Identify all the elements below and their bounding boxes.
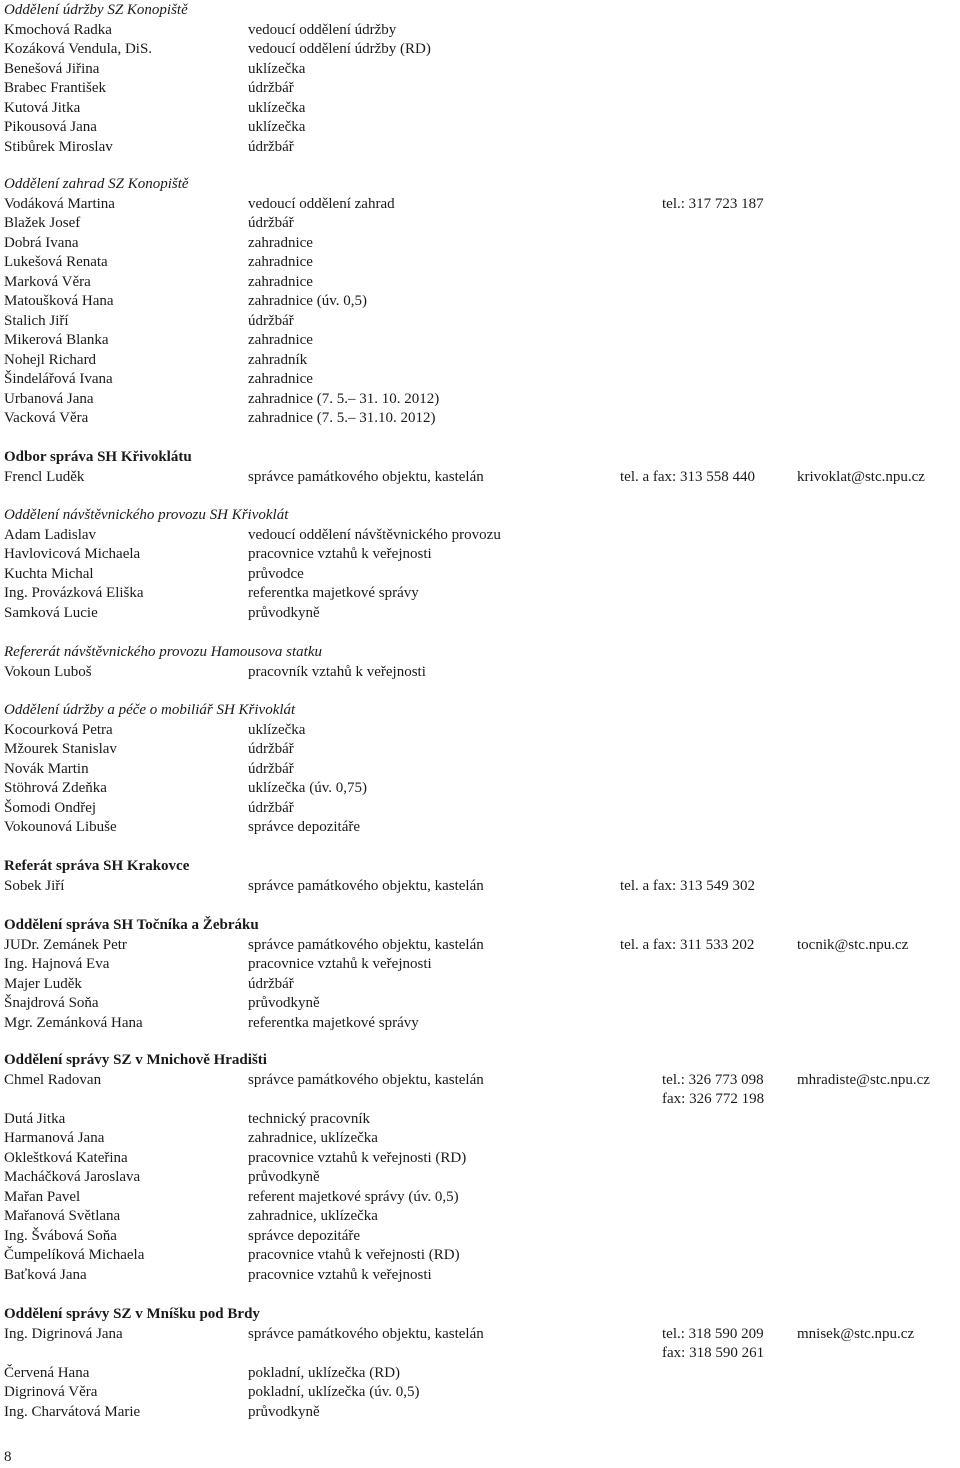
- section: [4, 1051, 960, 1285]
- section: [4, 701, 960, 838]
- staff-name: Šindelářová Ivana: [4, 371, 113, 387]
- staff-row: [4, 955, 960, 975]
- staff-role: správce památkového objektu, kastelán: [248, 468, 484, 485]
- staff-role: správce památkového objektu, kastelán: [248, 936, 484, 953]
- section: [4, 506, 960, 623]
- staff-name: Dobrá Ivana: [4, 234, 79, 251]
- staff-role: pracovnice vztahů k veřejnosti: [248, 1266, 432, 1283]
- staff-name: Mařan Pavel: [4, 1188, 81, 1205]
- staff-row: [4, 936, 960, 956]
- staff-row: [4, 1014, 960, 1034]
- staff-row: [4, 312, 960, 332]
- staff-row: [4, 526, 960, 546]
- staff-role: údržbář: [248, 138, 294, 155]
- section: [4, 857, 960, 896]
- section-title: Oddělení údržby a péče o mobiliář SH Křivoklát: [4, 702, 296, 718]
- staff-name: Urbanová Jana: [4, 390, 94, 407]
- page-number: 8: [4, 1449, 12, 1465]
- staff-role: zahradnice, uklízečka: [248, 1130, 378, 1146]
- staff-row: [4, 234, 960, 254]
- staff-row: [4, 994, 960, 1014]
- staff-role: údržbář: [248, 741, 294, 757]
- staff-phone: tel. a fax: 313 549 302: [620, 877, 755, 894]
- staff-phone: tel. a fax: 311 533 202: [620, 936, 755, 953]
- staff-role: údržbář: [248, 799, 294, 816]
- staff-role: průvodkyně: [248, 604, 320, 621]
- staff-row: [4, 273, 960, 293]
- staff-fax: fax: 318 590 261: [662, 1345, 765, 1361]
- staff-role: údržbář: [248, 80, 294, 96]
- staff-role: průvodce: [248, 565, 304, 582]
- section: [4, 1, 960, 157]
- staff-row: [4, 118, 960, 138]
- section-title: Oddělení správy SZ v Mnichově Hradišti: [4, 1052, 267, 1068]
- staff-name: Brabec František: [4, 80, 107, 96]
- staff-role: vedoucí oddělení údržby (RD): [248, 41, 431, 57]
- staff-row: [4, 1227, 960, 1247]
- staff-name: JUDr. Zemánek Petr: [4, 936, 127, 953]
- staff-row: [4, 1129, 960, 1149]
- staff-name: Šomodi Ondřej: [4, 799, 97, 816]
- staff-role: referentka majetkové správy: [248, 1014, 419, 1031]
- staff-row: [4, 1403, 960, 1423]
- staff-name: Adam Ladislav: [4, 526, 97, 543]
- staff-name: Ing. Provázková Eliška: [4, 585, 144, 601]
- staff-name: Frencl Luděk: [4, 468, 85, 485]
- staff-row: [4, 565, 960, 585]
- staff-name: Okleštková Kateřina: [4, 1149, 128, 1166]
- staff-name: Majer Luděk: [4, 975, 82, 992]
- staff-row: [4, 1364, 960, 1384]
- staff-row: [4, 40, 960, 60]
- staff-role: uklízečka: [248, 99, 306, 116]
- staff-role: uklízečka: [248, 60, 306, 77]
- staff-row: [4, 292, 960, 312]
- staff-role: zahradnice: [248, 371, 313, 387]
- staff-role: údržbář: [248, 760, 294, 777]
- staff-role: pracovnice vztahů k veřejnosti (RD): [248, 1149, 467, 1166]
- staff-name: Chmel Radovan: [4, 1071, 102, 1088]
- staff-role: pracovnice vtahů k veřejnosti (RD): [248, 1247, 460, 1263]
- staff-row-fax: [4, 1344, 960, 1364]
- staff-role: zahradník: [248, 351, 308, 368]
- staff-role: zahradnice: [248, 234, 313, 251]
- staff-phone: tel.: 326 773 098: [662, 1071, 764, 1088]
- staff-name: Mžourek Stanislav: [4, 741, 117, 757]
- staff-role: zahradnice: [248, 254, 313, 270]
- staff-name: Mikerová Blanka: [4, 332, 109, 348]
- staff-role: uklízečka (úv. 0,75): [248, 780, 367, 796]
- staff-row: [4, 799, 960, 819]
- staff-name: Kmochová Radka: [4, 21, 112, 38]
- staff-row: [4, 1110, 960, 1130]
- section: [4, 916, 960, 1033]
- staff-row: [4, 1188, 960, 1208]
- staff-name: Lukešová Renata: [4, 254, 108, 270]
- staff-name: Blažek Josef: [4, 215, 81, 231]
- staff-role: průvodkyně: [248, 1169, 320, 1185]
- section: [4, 448, 960, 487]
- staff-email: tocnik@stc.npu.cz: [797, 936, 909, 953]
- staff-row: [4, 79, 960, 99]
- staff-role: vedoucí oddělení návštěvnického provozu: [248, 526, 501, 543]
- staff-role: zahradnice (úv. 0,5): [248, 293, 367, 309]
- staff-row: [4, 138, 960, 158]
- staff-role: vedoucí oddělení zahrad: [248, 195, 395, 212]
- staff-name: Novák Martin: [4, 760, 89, 777]
- staff-role: vedoucí oddělení údržby: [248, 21, 397, 38]
- staff-row: [4, 1325, 960, 1345]
- staff-role: pracovník vztahů k veřejnosti: [248, 663, 426, 680]
- staff-name: Havlovicová Michaela: [4, 546, 141, 562]
- section-title: Referát správa SH Krakovce: [4, 858, 190, 874]
- staff-email: mnisek@stc.npu.cz: [797, 1325, 915, 1342]
- staff-role: průvodkyně: [248, 1403, 320, 1420]
- staff-name: Matoušková Hana: [4, 293, 114, 309]
- staff-role: pracovnice vztahů k veřejnosti: [248, 956, 432, 972]
- staff-row: [4, 779, 960, 799]
- staff-row: [4, 99, 960, 119]
- staff-row: [4, 721, 960, 741]
- staff-role: údržbář: [248, 215, 294, 231]
- staff-role: zahradnice (7. 5.– 31.10. 2012): [248, 410, 436, 426]
- staff-row: [4, 214, 960, 234]
- staff-role: správce depozitáře: [248, 1227, 361, 1244]
- staff-role: zahradnice: [248, 273, 313, 290]
- staff-email: krivoklat@stc.npu.cz: [797, 468, 925, 485]
- staff-name: Kozáková Vendula, DiS.: [4, 41, 153, 57]
- staff-role: zahradnice: [248, 332, 313, 348]
- staff-role: technický pracovník: [248, 1110, 371, 1127]
- staff-row: [4, 740, 960, 760]
- staff-row: [4, 1207, 960, 1227]
- section-title: Oddělení správy SZ v Mníšku pod Brdy: [4, 1306, 260, 1322]
- section-title: Odbor správa SH Křivoklátu: [4, 449, 192, 465]
- staff-name: Šnajdrová Soňa: [4, 995, 99, 1011]
- staff-name: Vacková Věra: [4, 410, 89, 426]
- staff-name: Samková Lucie: [4, 604, 98, 621]
- staff-row: [4, 253, 960, 273]
- staff-name: Nohejl Richard: [4, 351, 97, 368]
- staff-name: Baťková Jana: [4, 1266, 87, 1283]
- staff-row: [4, 584, 960, 604]
- staff-row: [4, 21, 960, 41]
- staff-row: [4, 975, 960, 995]
- staff-role: pracovnice vztahů k veřejnosti: [248, 546, 432, 562]
- staff-name: Ing. Hajnová Eva: [4, 956, 110, 972]
- staff-row: [4, 1168, 960, 1188]
- staff-phone: tel.: 317 723 187: [662, 195, 764, 212]
- staff-row: [4, 663, 960, 683]
- staff-role: referent majetkové správy (úv. 0,5): [248, 1188, 459, 1205]
- staff-row: [4, 390, 960, 410]
- section: [4, 1305, 960, 1422]
- section-title: Oddělení správa SH Točníka a Žebráku: [4, 917, 259, 933]
- section-title: Oddělení návštěvnického provozu SH Křivoklát: [4, 507, 289, 523]
- staff-name: Harmanová Jana: [4, 1130, 105, 1146]
- section-title: Oddělení údržby SZ Konopiště: [4, 2, 188, 18]
- staff-role: pokladní, uklízečka (úv. 0,5): [248, 1384, 420, 1400]
- staff-row: [4, 604, 960, 624]
- staff-name: Kuchta Michal: [4, 565, 94, 582]
- section: [4, 175, 960, 429]
- staff-role: uklízečka: [248, 119, 306, 135]
- staff-name: Ing. Charvátová Marie: [4, 1403, 141, 1420]
- staff-role: průvodkyně: [248, 995, 320, 1011]
- staff-name: Kutová Jitka: [4, 99, 81, 116]
- staff-email: mhradiste@stc.npu.cz: [797, 1071, 930, 1088]
- staff-name: Vodáková Martina: [4, 195, 115, 212]
- staff-name: Stalich Jiří: [4, 312, 69, 329]
- staff-name: Digrinová Věra: [4, 1384, 98, 1400]
- staff-row: [4, 1383, 960, 1403]
- staff-row: [4, 1071, 960, 1091]
- staff-name: Pikousová Jana: [4, 119, 97, 135]
- staff-name: Marková Věra: [4, 273, 91, 290]
- staff-row: [4, 1266, 960, 1286]
- staff-name: Vokoun Luboš: [4, 663, 92, 680]
- staff-row: [4, 331, 960, 351]
- staff-row: [4, 545, 960, 565]
- staff-row: [4, 1246, 960, 1266]
- staff-name: Vokounová Libuše: [4, 819, 117, 835]
- staff-phone: tel.: 318 590 209: [662, 1325, 764, 1342]
- staff-name: Mařanová Světlana: [4, 1208, 121, 1224]
- staff-role: správce památkového objektu, kastelán: [248, 1325, 484, 1342]
- section-title: Oddělení zahrad SZ Konopiště: [4, 176, 189, 192]
- staff-name: Ing. Digrinová Jana: [4, 1325, 123, 1342]
- staff-name: Čumpelíková Michaela: [4, 1247, 145, 1263]
- staff-name: Ing. Švábová Soňa: [4, 1227, 117, 1244]
- section: [4, 643, 960, 682]
- staff-role: uklízečka: [248, 721, 306, 738]
- staff-role: zahradnice, uklízečka: [248, 1208, 378, 1224]
- staff-row: [4, 409, 960, 429]
- staff-row: [4, 370, 960, 390]
- staff-name: Dutá Jitka: [4, 1110, 66, 1127]
- staff-fax: fax: 326 772 198: [662, 1091, 765, 1107]
- staff-row: [4, 468, 960, 488]
- staff-role: zahradnice (7. 5.– 31. 10. 2012): [248, 390, 440, 407]
- staff-row-fax: [4, 1090, 960, 1110]
- staff-role: správce památkového objektu, kastelán: [248, 877, 484, 894]
- staff-name: Mgr. Zemánková Hana: [4, 1014, 143, 1031]
- staff-name: Kocourková Petra: [4, 721, 113, 738]
- staff-row: [4, 60, 960, 80]
- staff-role: údržbář: [248, 975, 294, 992]
- staff-name: Macháčková Jaroslava: [4, 1169, 141, 1185]
- staff-role: pokladní, uklízečka (RD): [248, 1364, 401, 1381]
- staff-row: [4, 818, 960, 838]
- staff-name: Benešová Jiřina: [4, 60, 100, 77]
- staff-row: [4, 877, 960, 897]
- staff-row: [4, 195, 960, 215]
- staff-name: Stöhrová Zdeňka: [4, 780, 107, 796]
- staff-role: referentka majetkové správy: [248, 585, 419, 601]
- staff-phone: tel. a fax: 313 558 440: [620, 468, 755, 485]
- staff-role: správce depozitáře: [248, 819, 361, 835]
- staff-row: [4, 760, 960, 780]
- staff-role: správce památkového objektu, kastelán: [248, 1071, 484, 1088]
- staff-row: [4, 351, 960, 371]
- staff-name: Sobek Jiří: [4, 877, 65, 894]
- staff-name: Červená Hana: [4, 1364, 90, 1381]
- staff-role: údržbář: [248, 312, 294, 329]
- section-title: Refererát návštěvnického provozu Hamousova statku: [4, 644, 322, 660]
- staff-row: [4, 1149, 960, 1169]
- staff-name: Stibůrek Miroslav: [4, 138, 113, 155]
